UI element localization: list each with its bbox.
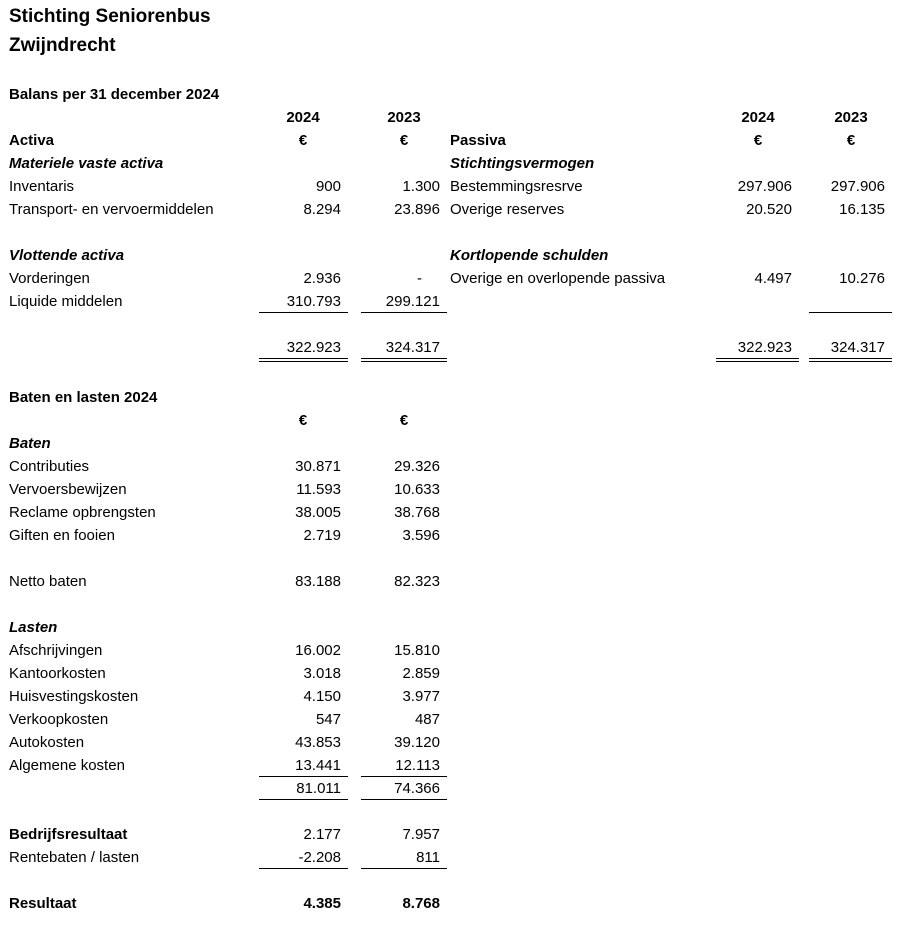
subtotal-line	[259, 799, 348, 800]
total-double-line	[361, 358, 447, 362]
baten-row-value: 2.719	[303, 527, 341, 544]
rente-2024: -2.208	[298, 849, 341, 866]
activa-heading: Activa	[9, 132, 55, 149]
income-title: Baten en lasten 2024	[9, 389, 158, 406]
passiva-total-2023: 324.317	[830, 339, 885, 356]
balance-title: Balans per 31 december 2024	[9, 86, 220, 103]
subtotal-line	[361, 776, 447, 777]
subtotal-line	[259, 312, 348, 313]
baten-row-value: 11.593	[296, 481, 341, 498]
lasten-row-value: 43.853	[295, 734, 341, 751]
baten-row-value: 3.596	[402, 527, 440, 544]
current-assets-heading: Vlottende activa	[9, 247, 125, 264]
income-currency-2024: €	[298, 412, 308, 429]
baten-row-value: 38.768	[394, 504, 440, 521]
org-name: Stichting Seniorenbus	[9, 6, 211, 27]
lasten-row-value: 3.018	[303, 665, 341, 682]
rente-label: Rentebaten / lasten	[9, 849, 140, 866]
subtotal-line	[361, 312, 447, 313]
passiva-row-value: 297.906	[830, 178, 885, 195]
baten-row-value: 38.005	[295, 504, 341, 521]
activa-total-2024: 322.923	[286, 339, 341, 356]
passiva-currency-2023: €	[846, 132, 856, 149]
baten-heading: Baten	[9, 435, 51, 452]
lasten-row-label: Algemene kosten	[9, 757, 125, 774]
resultaat-2024: 4.385	[303, 895, 341, 912]
passiva-row-value: 4.497	[754, 270, 792, 287]
lasten-row-value: 16.002	[295, 642, 341, 659]
subtotal-line	[361, 868, 447, 869]
debt-heading: Kortlopende schulden	[450, 247, 609, 264]
lasten-row-value: 547	[315, 711, 341, 728]
activa-currency-2023: €	[399, 132, 409, 149]
org-city: Zwijndrecht	[9, 35, 116, 56]
fixed-assets-heading: Materiele vaste activa	[9, 155, 164, 172]
passiva-year-2024: 2024	[741, 109, 775, 126]
lasten-row-value: 13.441	[295, 757, 341, 774]
activa-total-2023: 324.317	[385, 339, 440, 356]
bedrijfsresultaat-2024: 2.177	[303, 826, 341, 843]
passiva-year-2023: 2023	[834, 109, 868, 126]
lasten-row-value: 12.113	[395, 757, 440, 774]
activa-row-value: 299.121	[385, 293, 440, 310]
activa-row-value: 900	[315, 178, 341, 195]
baten-row-value: 29.326	[394, 458, 440, 475]
passiva-row-value: 297.906	[737, 178, 792, 195]
activa-row-label: Liquide middelen	[9, 293, 123, 310]
activa-row-label: Inventaris	[9, 178, 75, 195]
activa-row-label: Transport- en vervoermiddelen	[9, 201, 214, 218]
resultaat-label: Resultaat	[9, 895, 77, 912]
subtotal-line	[809, 312, 892, 313]
activa-row-value: 310.793	[286, 293, 341, 310]
subtotal-line	[259, 868, 348, 869]
activa-row-value: 1.300	[402, 178, 440, 195]
subtotal-line	[259, 776, 348, 777]
activa-row-value: -	[417, 270, 422, 287]
total-double-line	[716, 358, 799, 362]
lasten-row-label: Kantoorkosten	[9, 665, 106, 682]
passiva-row-label: Overige reserves	[450, 201, 565, 218]
activa-row-value: 23.896	[394, 201, 440, 218]
total-double-line	[809, 358, 892, 362]
passiva-currency-2024: €	[753, 132, 763, 149]
rente-2023: 811	[416, 849, 440, 866]
lasten-row-label: Verkoopkosten	[9, 711, 109, 728]
baten-row-label: Giften en fooien	[9, 527, 115, 544]
passiva-heading: Passiva	[450, 132, 506, 149]
lasten-row-value: 3.977	[402, 688, 440, 705]
baten-row-value: 10.633	[394, 481, 440, 498]
lasten-row-label: Autokosten	[9, 734, 85, 751]
lasten-row-label: Afschrijvingen	[9, 642, 103, 659]
lasten-row-value: 4.150	[303, 688, 341, 705]
lasten-row-value: 15.810	[394, 642, 440, 659]
activa-row-label: Vorderingen	[9, 270, 90, 287]
baten-row-label: Contributies	[9, 458, 90, 475]
baten-row-label: Vervoersbewijzen	[9, 481, 127, 498]
activa-row-value: 8.294	[303, 201, 341, 218]
income-currency-2023: €	[399, 412, 409, 429]
lasten-total-2023: 74.366	[394, 780, 440, 797]
activa-currency-2024: €	[298, 132, 308, 149]
lasten-row-value: 487	[414, 711, 440, 728]
baten-row-label: Reclame opbrengsten	[9, 504, 156, 521]
total-double-line	[259, 358, 348, 362]
passiva-row-label: Bestemmingsresrve	[450, 178, 583, 195]
equity-heading: Stichtingsvermogen	[450, 155, 595, 172]
subtotal-line	[361, 799, 447, 800]
baten-row-value: 30.871	[295, 458, 341, 475]
lasten-row-value: 39.120	[394, 734, 440, 751]
passiva-row-value: 10.276	[839, 270, 885, 287]
activa-year-2023: 2023	[387, 109, 421, 126]
bedrijfsresultaat-label: Bedrijfsresultaat	[9, 826, 128, 843]
netto-value-2023: 82.323	[394, 573, 440, 590]
passiva-row-value: 20.520	[746, 201, 792, 218]
passiva-total-2024: 322.923	[737, 339, 792, 356]
lasten-total-2024: 81.011	[296, 780, 341, 797]
lasten-row-label: Huisvestingskosten	[9, 688, 139, 705]
passiva-row-value: 16.135	[839, 201, 885, 218]
activa-year-2024: 2024	[286, 109, 320, 126]
resultaat-2023: 8.768	[402, 895, 440, 912]
activa-row-value: 2.936	[303, 270, 341, 287]
netto-value-2024: 83.188	[295, 573, 341, 590]
bedrijfsresultaat-2023: 7.957	[402, 826, 440, 843]
lasten-heading: Lasten	[9, 619, 58, 636]
lasten-row-value: 2.859	[402, 665, 440, 682]
netto-label: Netto baten	[9, 573, 87, 590]
passiva-row-label: Overige en overlopende passiva	[450, 270, 666, 287]
